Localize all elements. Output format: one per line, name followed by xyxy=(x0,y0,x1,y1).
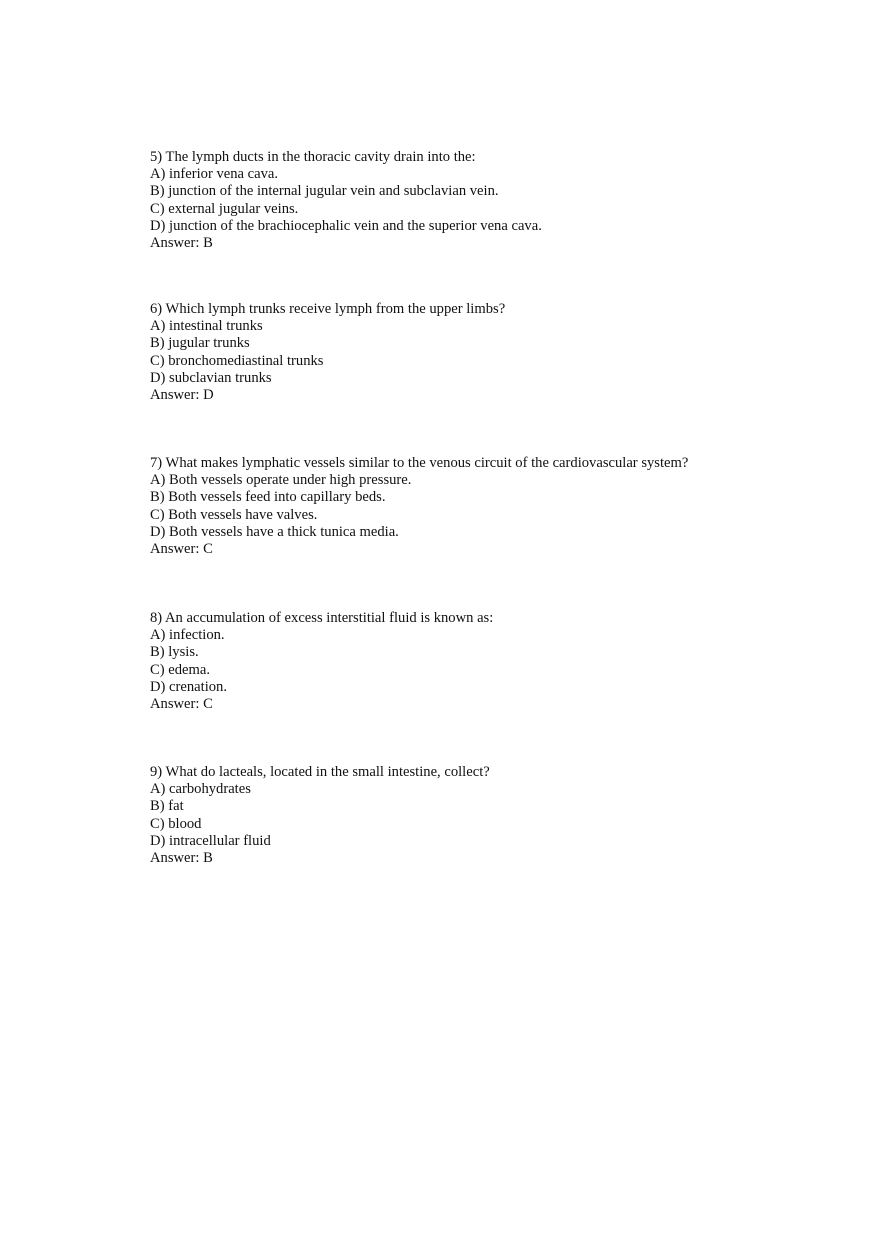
answer-option: C) Both vessels have valves. xyxy=(150,506,318,523)
answer-option: B) lysis. xyxy=(150,644,199,661)
answer-option: A) carbohydrates xyxy=(150,781,251,798)
answer-key: Answer: B xyxy=(150,235,213,252)
question-block xyxy=(150,301,505,404)
answer-key: Answer: C xyxy=(150,541,213,558)
answer-key: Answer: B xyxy=(150,850,213,867)
answer-option: A) intestinal trunks xyxy=(150,318,263,335)
question-block xyxy=(150,149,542,252)
answer-option: C) external jugular veins. xyxy=(150,200,299,217)
answer-key: Answer: C xyxy=(150,696,213,713)
question-block xyxy=(150,610,493,713)
question-block xyxy=(150,455,688,558)
answer-option: A) inferior vena cava. xyxy=(150,166,279,183)
answer-option: D) Both vessels have a thick tunica media. xyxy=(150,523,399,540)
answer-option: B) jugular trunks xyxy=(150,335,250,352)
answer-option: D) intracellular fluid xyxy=(150,832,271,849)
answer-option: C) bronchomediastinal trunks xyxy=(150,352,324,369)
question-block xyxy=(150,764,490,867)
answer-option: B) fat xyxy=(150,798,184,815)
answer-option: B) junction of the internal jugular vein and subclavian vein. xyxy=(150,183,499,200)
answer-option: A) Both vessels operate under high pressure. xyxy=(150,472,412,489)
answer-option: B) Both vessels feed into capillary beds. xyxy=(150,489,386,506)
question-text: 8) An accumulation of excess interstitial fluid is known as: xyxy=(150,610,494,626)
question-text: 7) What makes lymphatic vessels similar to the venous circuit of the cardiovascular system? xyxy=(150,455,689,471)
answer-option: D) subclavian trunks xyxy=(150,369,272,386)
answer-key: Answer: D xyxy=(150,387,214,404)
answer-option: A) infection. xyxy=(150,627,225,644)
answer-option: D) crenation. xyxy=(150,678,227,695)
answer-option: D) junction of the brachiocephalic vein and the superior vena cava. xyxy=(150,217,542,234)
question-text: 5) The lymph ducts in the thoracic cavity drain into the: xyxy=(150,149,476,165)
answer-option: C) blood xyxy=(150,815,202,832)
question-text: 6) Which lymph trunks receive lymph from the upper limbs? xyxy=(150,301,506,317)
answer-option: C) edema. xyxy=(150,661,210,678)
question-text: 9) What do lacteals, located in the small intestine, collect? xyxy=(150,764,490,780)
